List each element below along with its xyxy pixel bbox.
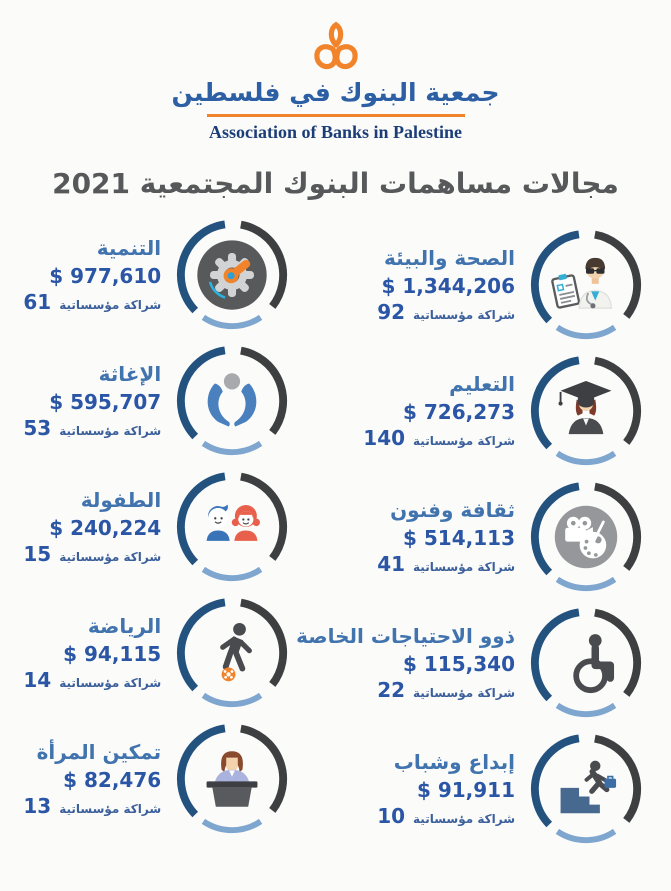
category-title: ذوو الاحتياجات الخاصة — [296, 624, 515, 648]
category-card-childhood — [0, 464, 296, 590]
category-card-relief — [0, 338, 296, 464]
partnership-label: شراكة مؤسساتية — [413, 434, 515, 448]
partnership-label: شراكة مؤسساتية — [59, 424, 162, 438]
categories-grid — [0, 212, 671, 842]
abp-logo-icon — [305, 20, 367, 76]
stairs-climber-icon — [549, 752, 623, 826]
partnership-count: 92 — [377, 300, 406, 324]
partnership-count: 41 — [377, 552, 406, 576]
partnership-count: 14 — [23, 668, 52, 692]
amount-value: $ 595,707 — [49, 390, 162, 414]
category-title: الرياضة — [87, 614, 162, 638]
progress-ring — [173, 468, 291, 586]
children-icon — [195, 490, 269, 564]
category-card-sports — [0, 590, 296, 716]
amount-value: $ 91,911 — [416, 778, 515, 802]
partnership-count: 15 — [23, 542, 52, 566]
gear-wrench-icon — [195, 238, 269, 312]
woman-podium-icon — [195, 742, 269, 816]
amount-value: $ 115,340 — [403, 652, 515, 676]
category-title: الإغاثة — [98, 362, 162, 386]
category-title: الطفولة — [80, 488, 162, 512]
category-card-health-environment — [296, 222, 671, 348]
progress-ring — [527, 352, 645, 470]
progress-ring — [527, 226, 645, 344]
progress-ring — [173, 594, 291, 712]
partnership-count: 53 — [23, 416, 52, 440]
partnership-label: شراكة مؤسساتية — [59, 676, 162, 690]
partnership-label: شراكة مؤسساتية — [413, 686, 515, 700]
category-card-education — [296, 348, 671, 474]
amount-value: $ 726,273 — [403, 400, 515, 424]
partnership-label: شراكة مؤسساتية — [59, 802, 162, 816]
header — [0, 0, 671, 143]
category-card-special-needs — [296, 600, 671, 726]
partnership-label: شراكة مؤسساتية — [413, 308, 515, 322]
category-title: ثقافة وفنون — [390, 498, 515, 522]
amount-value: $ 82,476 — [63, 768, 162, 792]
amount-value: $ 514,113 — [403, 526, 515, 550]
org-name-arabic: جمعية البنوك في فلسطين — [171, 78, 500, 107]
amount-value: $ 977,610 — [49, 264, 162, 288]
cinema-palette-icon — [549, 500, 623, 574]
doctor-icon — [549, 248, 623, 322]
category-card-development — [0, 212, 296, 338]
partnership-label: شراكة مؤسساتية — [413, 560, 515, 574]
partnership-count: 140 — [363, 426, 406, 450]
progress-ring — [527, 730, 645, 848]
partnership-label: شراكة مؤسساتية — [413, 812, 515, 826]
category-title: إبداع وشباب — [393, 750, 515, 774]
partnership-count: 10 — [377, 804, 406, 828]
category-title: تمكين المرأة — [36, 740, 162, 764]
category-card-culture-arts — [296, 474, 671, 600]
category-title: التعليم — [449, 372, 515, 396]
amount-value: $ 94,115 — [63, 642, 162, 666]
graduate-icon — [549, 374, 623, 448]
caring-hands-icon — [195, 364, 269, 438]
progress-ring — [527, 604, 645, 722]
category-card-creativity-youth — [296, 726, 671, 852]
page-title: مجالات مساهمات البنوك المجتمعية 2021 — [52, 167, 619, 200]
category-title: الصحة والبيئة — [384, 246, 515, 270]
category-title: التنمية — [96, 236, 162, 260]
amount-value: $ 1,344,206 — [381, 274, 515, 298]
partnership-label: شراكة مؤسساتية — [59, 298, 162, 312]
org-name-english: Association of Banks in Palestine — [208, 122, 463, 142]
soccer-player-icon — [195, 616, 269, 690]
progress-ring — [173, 342, 291, 460]
progress-ring — [173, 216, 291, 334]
progress-ring — [527, 478, 645, 596]
category-card-women-empowerment — [0, 716, 296, 842]
partnership-label: شراكة مؤسساتية — [59, 550, 162, 564]
amount-value: $ 240,224 — [49, 516, 162, 540]
wheelchair-icon — [549, 626, 623, 700]
progress-ring — [173, 720, 291, 838]
header-divider — [207, 114, 465, 117]
partnership-count: 61 — [23, 290, 52, 314]
partnership-count: 22 — [377, 678, 406, 702]
partnership-count: 13 — [23, 794, 52, 818]
